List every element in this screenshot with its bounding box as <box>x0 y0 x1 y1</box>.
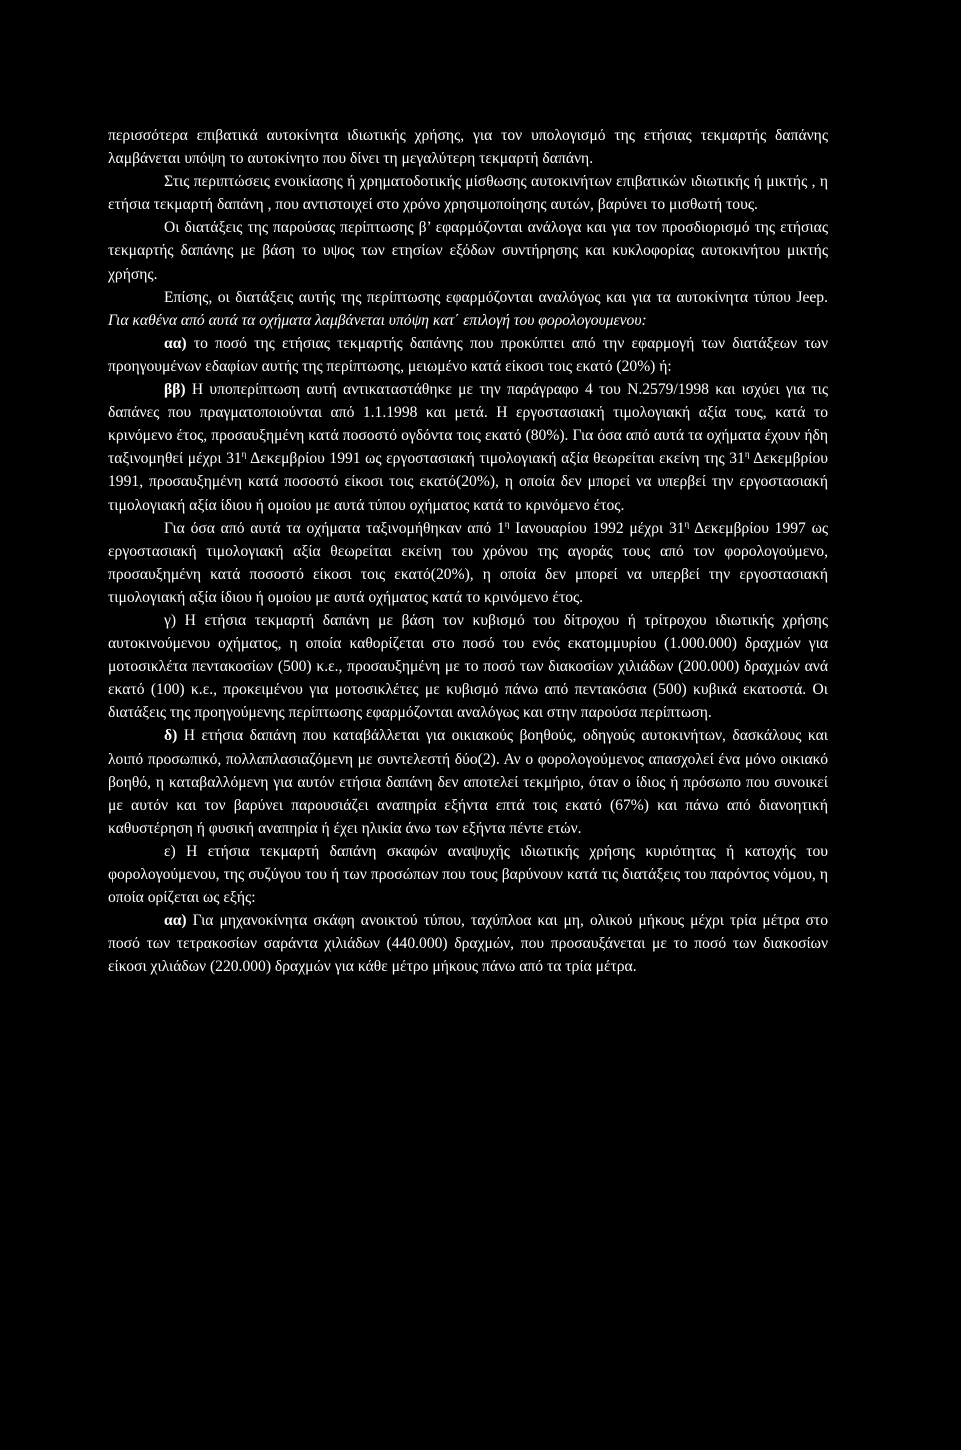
paragraph-3: Οι διατάξεις της παρούσας περίπτωσης β’ εφαρμόζονται ανάλογα και για τον προσδιορισμό της ετήσιας τεκμαρτής δαπάνης με βάση το υψος των ετησίων εξόδων συντήρησης και κυκλοφορίας αυτοκινήτου μικτής χρήσης. <box>108 219 828 283</box>
paragraph-7-text-a: Για όσα από αυτά τα οχήματα ταξινομήθηκαν από 1 <box>164 519 505 537</box>
item-label-bb: ββ) <box>164 381 186 399</box>
paragraph-6-text-c: Δεκεμβρίου 1991, προσαυξημένη κατά ποσοστό είκοσι τοις εκατό(20%), η οποία δεν μπορεί να υπερβεί την εργοστασιακή τιμολογιακή αξία ίδιου ή ομοίου με αυτά τύπου οχήματος κατά το κρινόμενο έτος. <box>108 450 828 514</box>
paragraph-11-text: Για μηχανοκίνητα σκάφη ανοικτού τύπου, ταχύπλοα και μη, ολικού μήκους μέχρι τρία μέτρα στο ποσό των τετρακοσίων σαράντα χιλιάδων (440.000) δραχμών, που προσαυξάνεται με το ποσό των διακοσίων είκοσι χιλιάδων (220.000) δραχμών για κάθε μέτρο μήκους πάνω από τα τρία μέτρα. <box>108 912 828 976</box>
paragraph-10: ε) Η ετήσια τεκμαρτή δαπάνη σκαφών αναψυχής ιδιωτικής χρήσης κυριότητας ή κατοχής του φορολογούμενου, της συζύγου του ή των προσώπων που τους βαρύνουν κατά τις διατάξεις του παρόντος νόμου, η οποία ορίζεται ως εξής: <box>108 842 828 907</box>
paragraph-6-text-b: Δεκεμβρίου 1991 ως εργοστασιακή τιμολογιακή αξία θεωρείται εκείνη της 31 <box>246 450 745 468</box>
paragraph-4 <box>108 286 828 332</box>
paragraph-2: Στις περιπτώσεις ενοικίασης ή χρηματοδοτικής μίσθωσης αυτοκινήτων επιβατικών ιδιωτικής ή μικτής , η ετήσια τεκμαρτή δαπάνη , που αντιστοιχεί στο χρόνο χρησιμοποίησης αυτών, βαρύνει το μισθωτή τους. <box>108 173 828 214</box>
superscript: η <box>684 518 690 529</box>
paragraph-8: γ) Η ετήσια τεκμαρτή δαπάνη με βάση τον κυβισμό του δίτροχου ή τρίτροχου ιδιωτικής χρήσης αυτοκινούμενου οχήματος, η οποία καθορίζεται στο ποσό του ενός εκατομμυρίου (1.000.000) δραχμών για μοτοσικλέτα πεντακοσίων (500) κ.ε., προσαυξημένη με το ποσό των διακοσίων χιλιάδων (200.000) δραχμών ανά εκατό (100) κ.ε., προκειμένου για μοτοσικλέτες με κυβισμό πάνω από πεντακόσια (500) κυβικά εκατοστά. Οι διατάξεις της προηγούμενης περίπτωσης εφαρμόζονται αναλόγως και στην παρούσα περίπτωση. <box>108 611 828 722</box>
paragraph-7 <box>108 517 828 609</box>
paragraph-6 <box>108 378 828 517</box>
paragraph-5-text: το ποσό της ετήσιας τεκμαρτής δαπάνης που προκύπτει από την εφαρμογή των διατάξεων των προηγουμένων εδαφίων αυτής της περίπτωσης, μειωμένο κατά είκοσι τοις εκατό (20%) ή: <box>108 334 828 375</box>
item-label-aa-2: αα) <box>164 912 187 930</box>
item-label-d: δ) <box>164 727 178 745</box>
document-body <box>108 124 828 978</box>
paragraph-4-italic: Για καθένα από αυτά τα οχήματα λαμβάνεται υπόψη κατ΄ επιλογή του φορολογουμενου: <box>108 311 647 329</box>
paragraph-7-text-c: Δεκεμβρίου 1997 ως εργοστασιακή τιμολογιακή αξία θεωρείται εκείνη του χρόνου της αγοράς τους από τον φορολογούμενο, προσαυξημένη κατά ποσοστό είκοσι τοις εκατό(20%), η οποία δεν μπορεί να υπερβεί την εργοστασιακή τιμολογιακή αξία ίδιου ή ομοίου με αυτά οχήματος κατά το κρινόμενο έτος. <box>108 519 829 606</box>
paragraph-1: περισσότερα επιβατικά αυτοκίνητα ιδιωτικής χρήσης, για τον υπολογισμό της ετήσιας τεκμαρτής δαπάνης λαμβάνεται υπόψη το αυτοκίνητο που δίνει τη μεγαλύτερη τεκμαρτή δαπάνη. <box>108 127 828 168</box>
paragraph-5 <box>108 332 828 378</box>
paragraph-4-text: Επίσης, οι διατάξεις αυτής της περίπτωσης εφαρμόζονται αναλόγως και για τα αυτοκίνητα τύπου Jeep. <box>164 288 828 306</box>
paragraph-9-text: Η ετήσια δαπάνη που καταβάλλεται για οικιακούς βοηθούς, οδηγούς αυτοκινήτων, δασκάλους και λοιπό προσωπικό, πολλαπλασιαζόμενη με συντελεστή δύο(2). Αν ο φορολογούμενος απασχολεί ένα μόνο οικιακό βοηθό, η καταβαλλόμενη για αυτόν ετήσια δαπάνη δεν αποτελεί τεκμήριο, όταν ο ίδιος ή πρόσωπο που συνοικεί με αυτόν και τον βαρύνει παρουσιάζει αναπηρία εξήντα επτά τοις εκατό (67%) και πάνω από διανοητική καθυστέρηση ή φυσική αναπηρία ή έχει ηλικία άνω των εξήντα πέντε ετών. <box>108 727 828 837</box>
item-label-aa: αα) <box>164 334 187 352</box>
superscript: η <box>241 449 247 460</box>
paragraph-11 <box>108 909 828 978</box>
superscript: η <box>504 518 510 529</box>
paragraph-9 <box>108 724 828 839</box>
paragraph-6-text-a: Η υποπερίπτωση αυτή αντικαταστάθηκε με την παράγραφο 4 του Ν.2579/1998 και ισχύει για τις δαπάνες που πραγματοποιούνται από 1.1.1998 και μετά. Η εργοστασιακή τιμολογιακή αξία τους, κατά το κρινόμενο έτος, προσαυξημένη κατά ποσοστό ογδόντα τοις εκατό (80%). Για όσα από αυτά τα οχήματα έχουν ήδη ταξινομηθεί μέχρι 31 <box>108 381 828 468</box>
superscript: η <box>744 449 750 460</box>
paragraph-7-text-b: Ιανουαρίου 1992 μέχρι 31 <box>509 519 685 537</box>
